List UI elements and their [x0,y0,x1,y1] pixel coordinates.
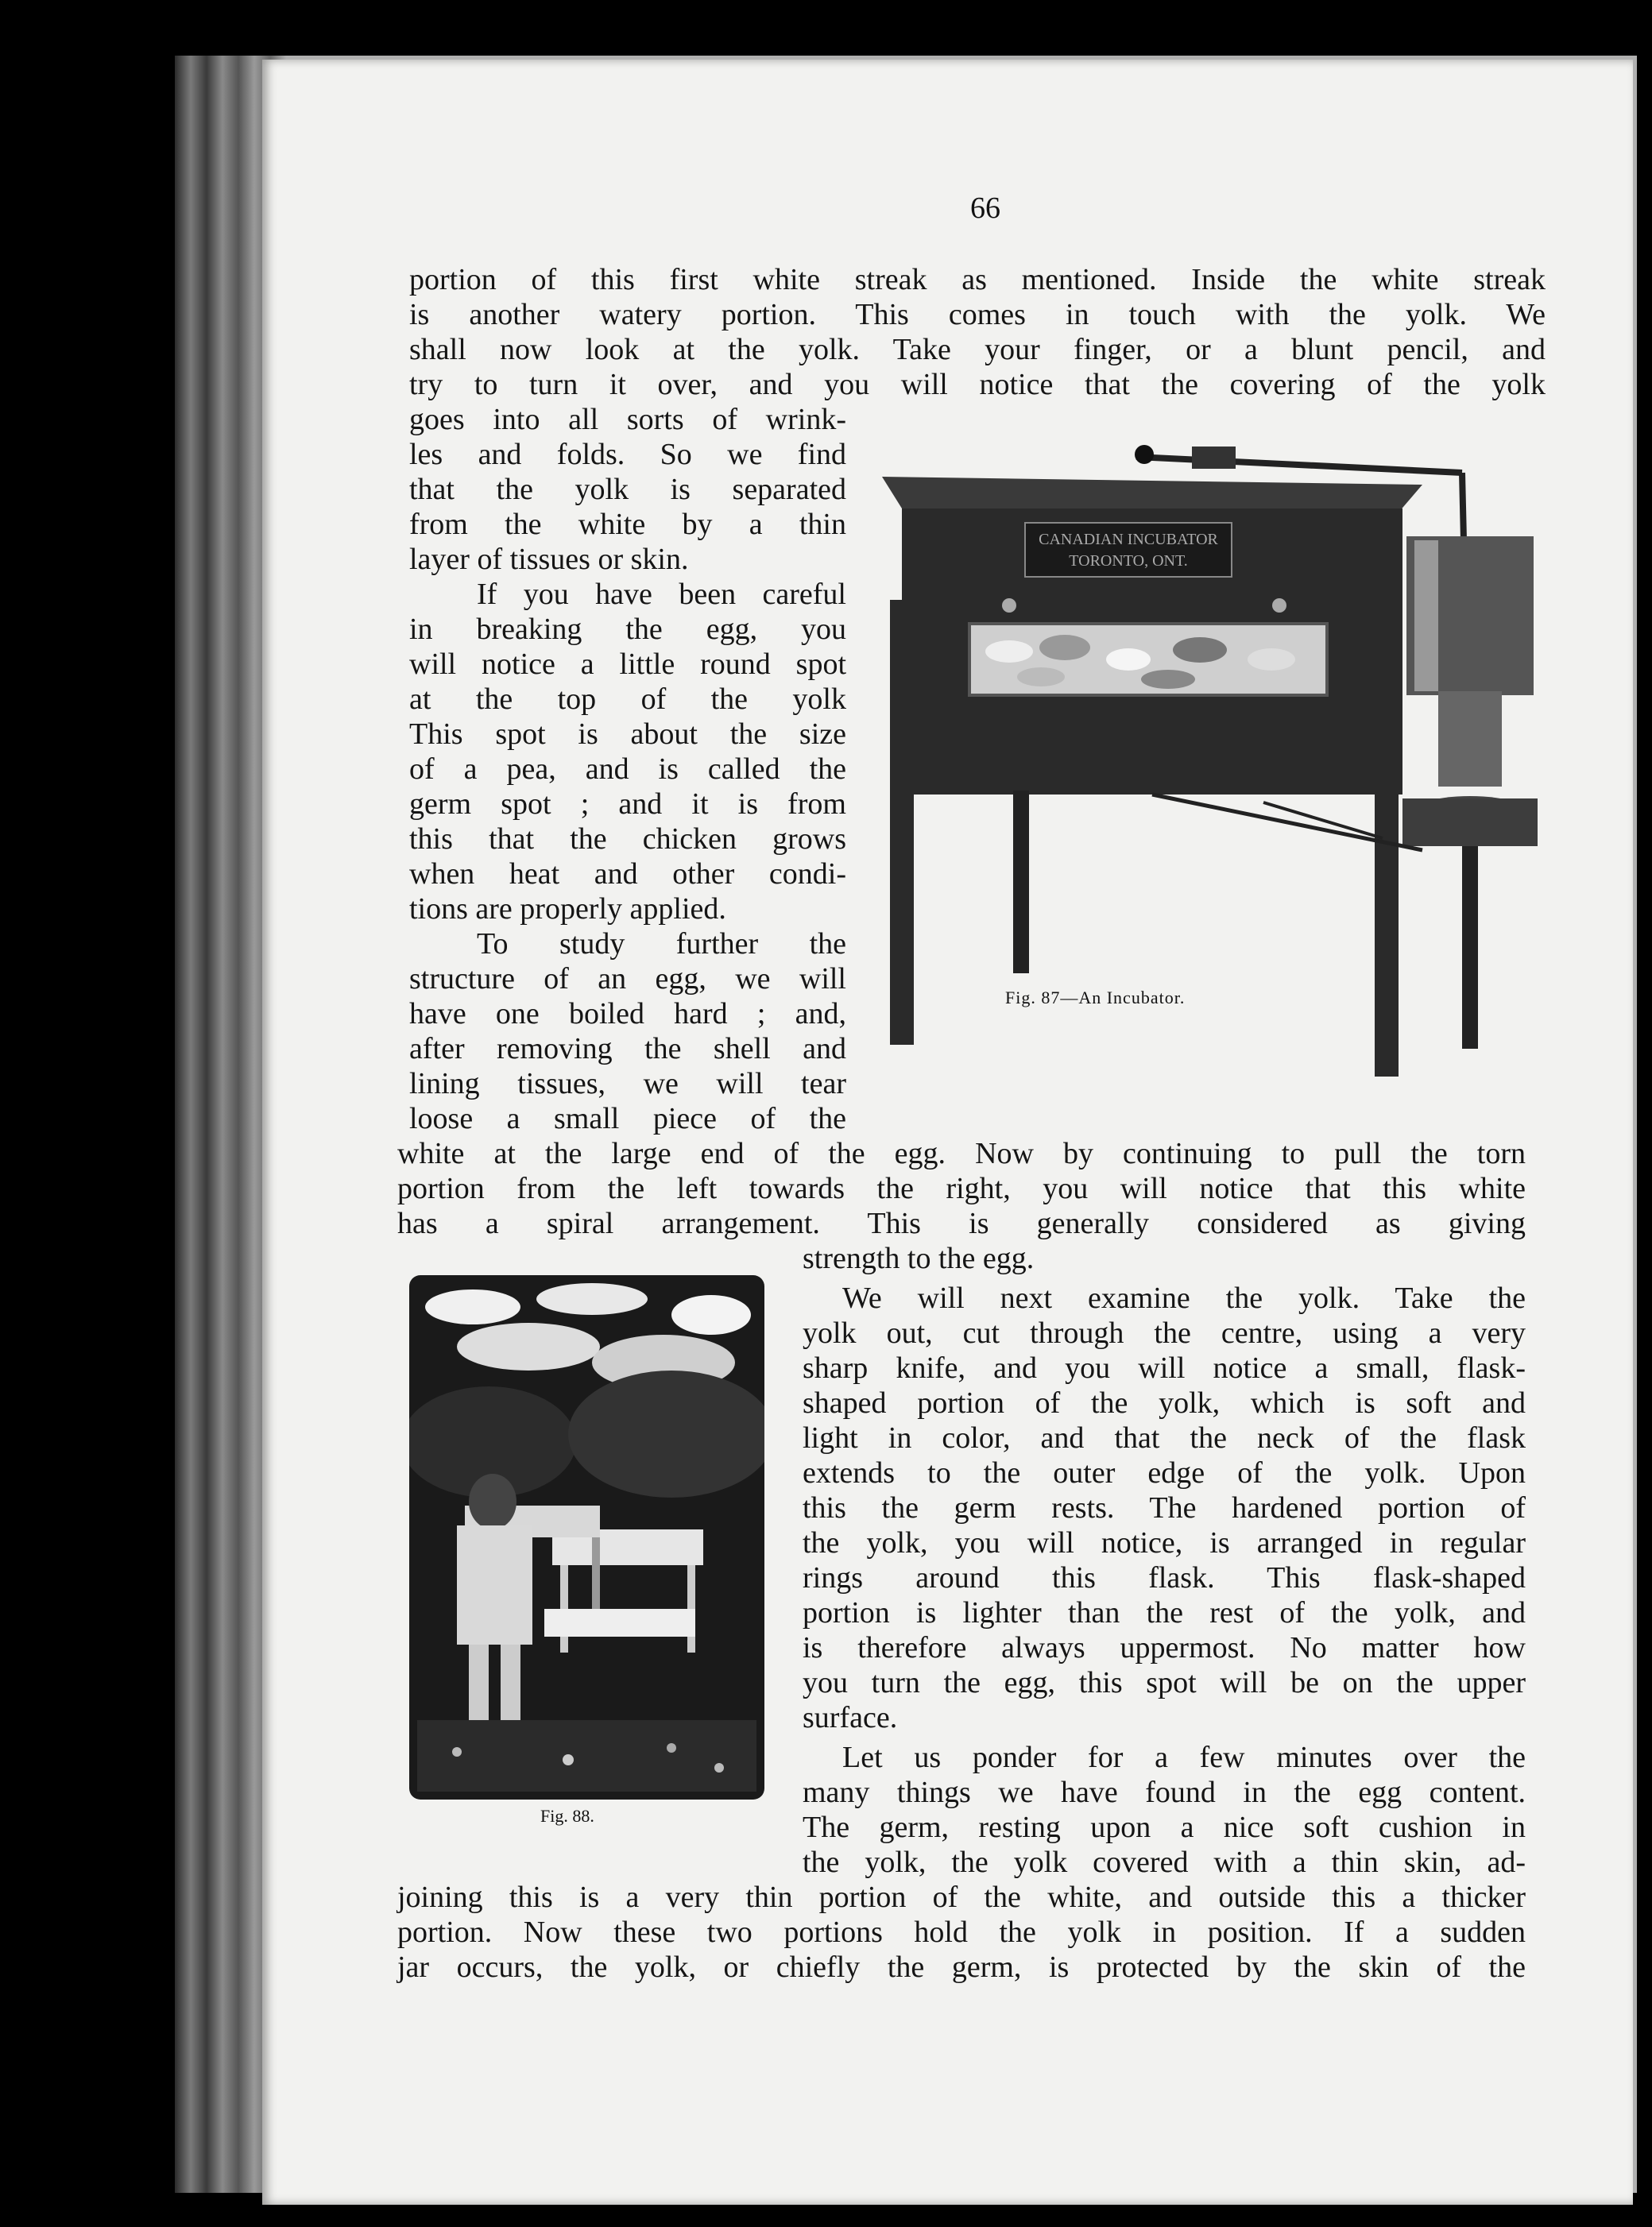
name-plate-line-1: CANADIAN INCUBATOR [1039,531,1218,548]
text-line: in breaking the egg, you [409,613,846,646]
text-line: yolk out, cut through the centre, using a very [803,1316,1526,1350]
text-line: from the white by a thin [409,508,846,541]
text-line: sharp knife, and you will notice a small, flask- [803,1351,1526,1385]
text-line: strength to the egg. [803,1242,1035,1275]
text-line: have one boiled hard ; and, [409,997,846,1030]
text-line: Let us ponder for a few minutes over the [842,1741,1526,1774]
text-line: portion is lighter than the rest of the yolk, and [803,1596,1526,1630]
text-line: loose a small piece of the [409,1102,846,1135]
text-line: is therefore always uppermost. No matter how [803,1631,1526,1664]
text-line: when heat and other condi- [409,857,846,891]
text-line: at the top of the yolk [409,682,846,716]
text-line: is another watery portion. This comes in touch with the yolk. We [409,298,1546,331]
text-line: that the yolk is separated [409,473,846,506]
name-plate-line-2: TORONTO, ONT. [1069,552,1188,570]
text-line: will notice a little round spot [409,648,846,681]
text-line: rings around this flask. This flask-shaped [803,1561,1526,1595]
text-line: the yolk, you will notice, is arranged in regular [803,1526,1526,1560]
text-line: after removing the shell and [409,1032,846,1065]
text-line: germ spot ; and it is from [409,787,846,821]
text-line: white at the large end of the egg. Now by continuing to pull the torn [397,1137,1526,1170]
text-line: This spot is about the size [409,717,846,751]
text-line: shall now look at the yolk. Take your finger, or a blunt pencil, and [409,333,1546,366]
text-line: jar occurs, the yolk, or chiefly the germ, is protected by the skin of the [397,1951,1526,1984]
text-line: shaped portion of the yolk, which is soft and [803,1386,1526,1420]
text-line: many things we have found in the egg content. [803,1776,1526,1809]
text-line: try to turn it over, and you will notice that the covering of the yolk [409,368,1546,401]
text-line: the yolk, the yolk covered with a thin skin, ad- [803,1846,1526,1879]
text-line: of a pea, and is called the [409,752,846,786]
text-line: goes into all sorts of wrink- [409,403,846,436]
text-line: lining tissues, we will tear [409,1067,846,1100]
text-line: structure of an egg, we will [409,962,846,996]
text-line: you turn the egg, this spot will be on the upper [803,1666,1526,1699]
text-line: The germ, resting upon a nice soft cushion in [803,1811,1526,1844]
text-line: If you have been careful [477,578,846,611]
text-line: has a spiral arrangement. This is generally considered as giving [397,1207,1526,1240]
text-line: extends to the outer edge of the yolk. Upon [803,1456,1526,1490]
text-line: portion from the left towards the right, you will notice that this white [397,1172,1526,1205]
figure-88-caption: Fig. 88. [540,1806,594,1826]
text-line: tions are properly applied. [409,892,726,926]
text-line: portion of this first white streak as mentioned. Inside the white streak [409,263,1546,296]
text-line: light in color, and that the neck of the flask [803,1421,1526,1455]
text-line: les and folds. So we find [409,438,846,471]
text-line: layer of tissues or skin. [409,543,689,576]
incubator-illustration [866,429,1549,1144]
text-line: joining this is a very thin portion of the white, and outside this a thicker [397,1881,1526,1914]
text-line: portion. Now these two portions hold the yolk in position. If a sudden [397,1916,1526,1949]
text-line: To study further the [477,927,846,961]
page-number: 66 [970,191,1000,225]
text-line: surface. [803,1701,898,1734]
text-line: We will next examine the yolk. Take the [842,1282,1526,1315]
child-with-incubators-photo [409,1275,764,1800]
text-line: this that the chicken grows [409,822,846,856]
figure-87-caption: Fig. 87—An Incubator. [1005,988,1186,1007]
text-line: this the germ rests. The hardened portion of [803,1491,1526,1525]
